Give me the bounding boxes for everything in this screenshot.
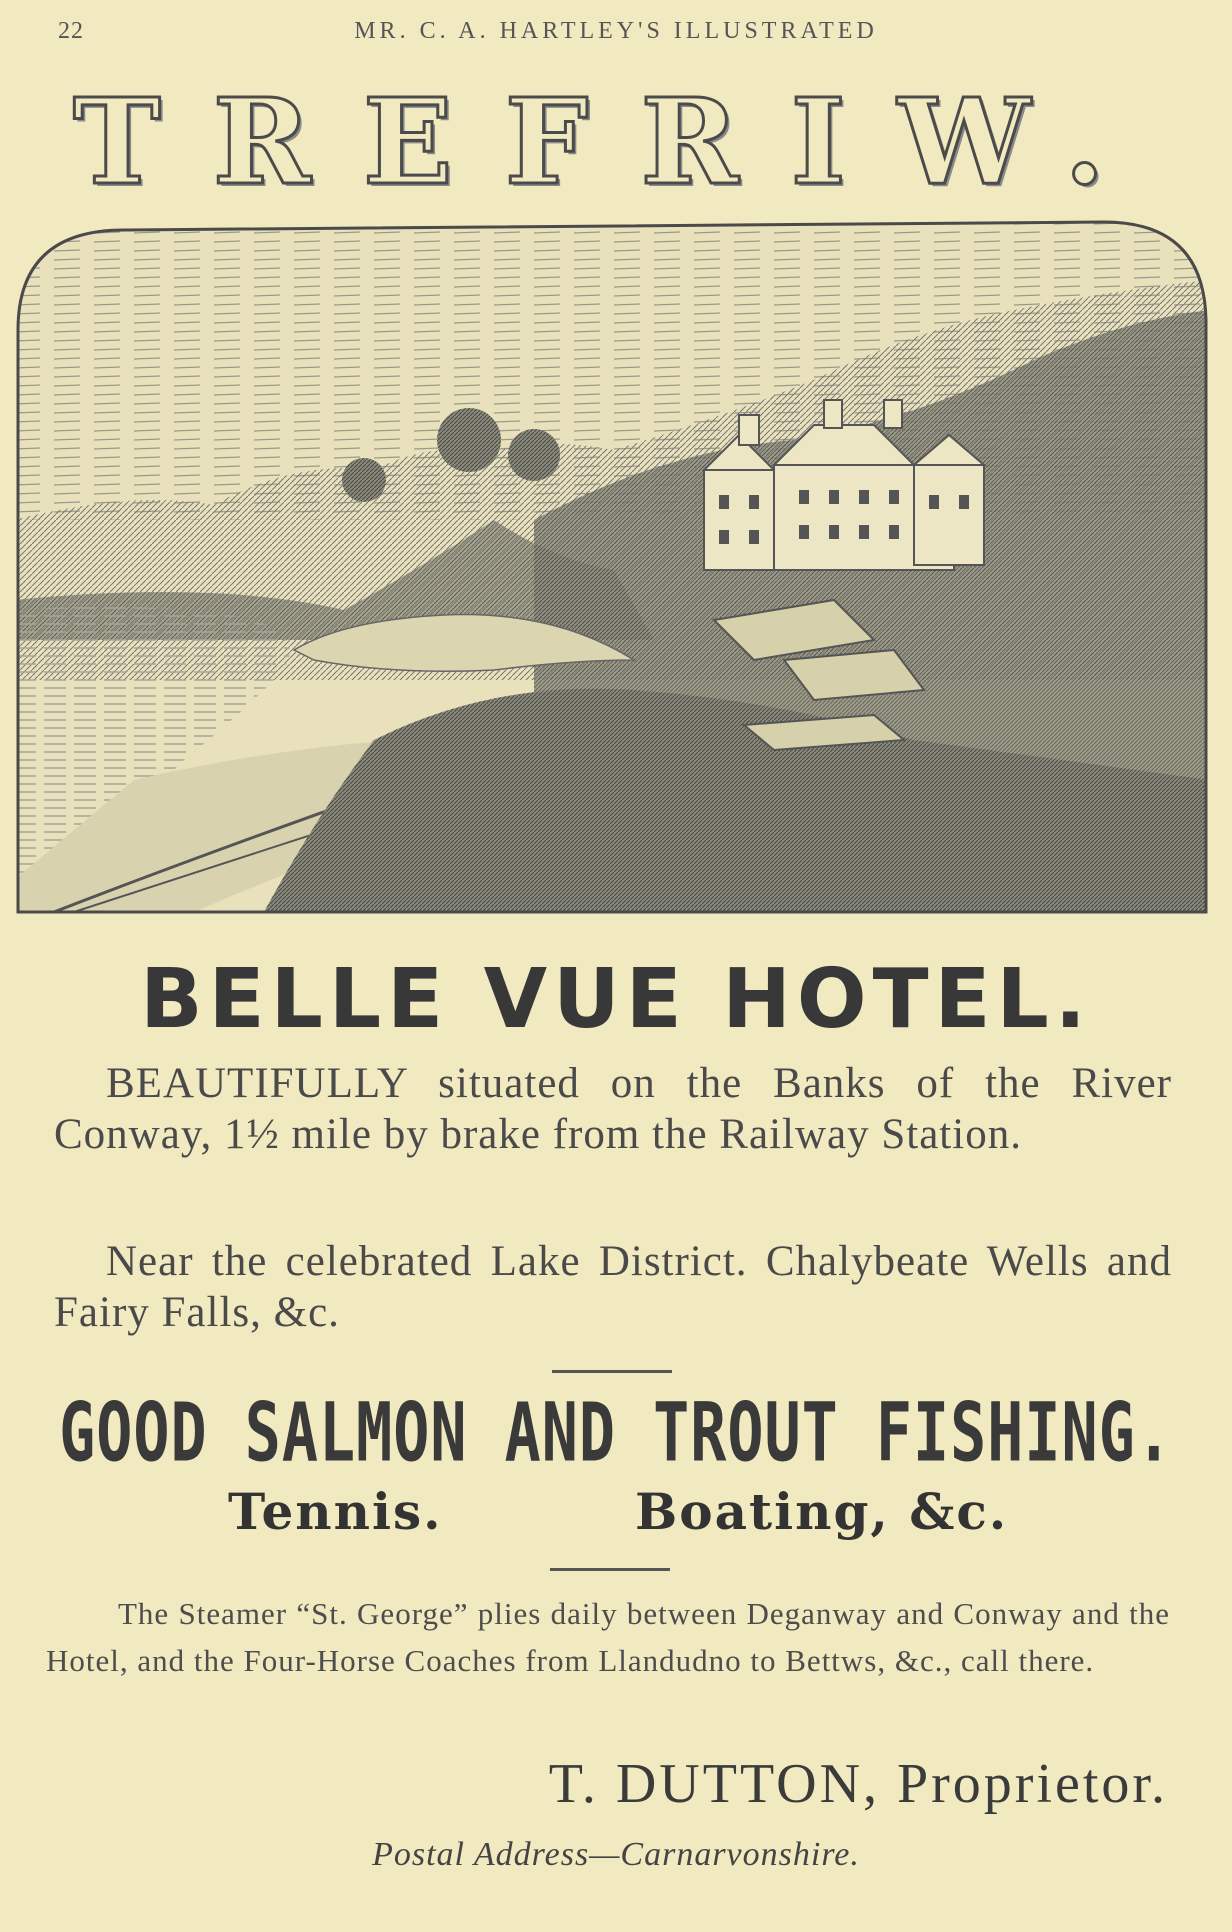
divider-rule xyxy=(552,1370,672,1373)
hotel-name-heading: BELLE VUE HOTEL. xyxy=(140,952,1092,1047)
steamer-note-paragraph: The Steamer “St. George” plies daily between Deganway and Conway and the Hotel, and the Four-Horse Coaches from Llandudno to Bettws, &c., call there. xyxy=(46,1596,1170,1678)
town-title: TREFRIW. xyxy=(72,72,1158,211)
boating-label: Boating, &c. xyxy=(635,1482,1009,1541)
nearby-attractions-paragraph: Near the celebrated Lake District. Chalybeate Wells and Fairy Falls, &c. xyxy=(54,1238,1172,1336)
activities-line xyxy=(0,1482,1232,1552)
running-head xyxy=(0,14,1232,54)
divider-rule xyxy=(550,1568,670,1571)
description-paragraph: BEAUTIFULLY situated on the Banks of the River Conway, 1½ mile by brake from the Railway Station. xyxy=(54,1060,1172,1158)
fishing-heading: GOOD SALMON AND TROUT FISHING. xyxy=(59,1386,1173,1481)
running-head-title: MR. C. A. HARTLEY'S ILLUSTRATED xyxy=(354,18,878,44)
tennis-label: Tennis. xyxy=(228,1482,443,1541)
hotel-engraving-illustration xyxy=(14,220,1210,916)
proprietor-signature: T. DUTTON, Proprietor. xyxy=(548,1753,1168,1815)
page-number: 22 xyxy=(58,18,84,44)
postal-address: Postal Address—Carnarvonshire. xyxy=(372,1836,860,1873)
